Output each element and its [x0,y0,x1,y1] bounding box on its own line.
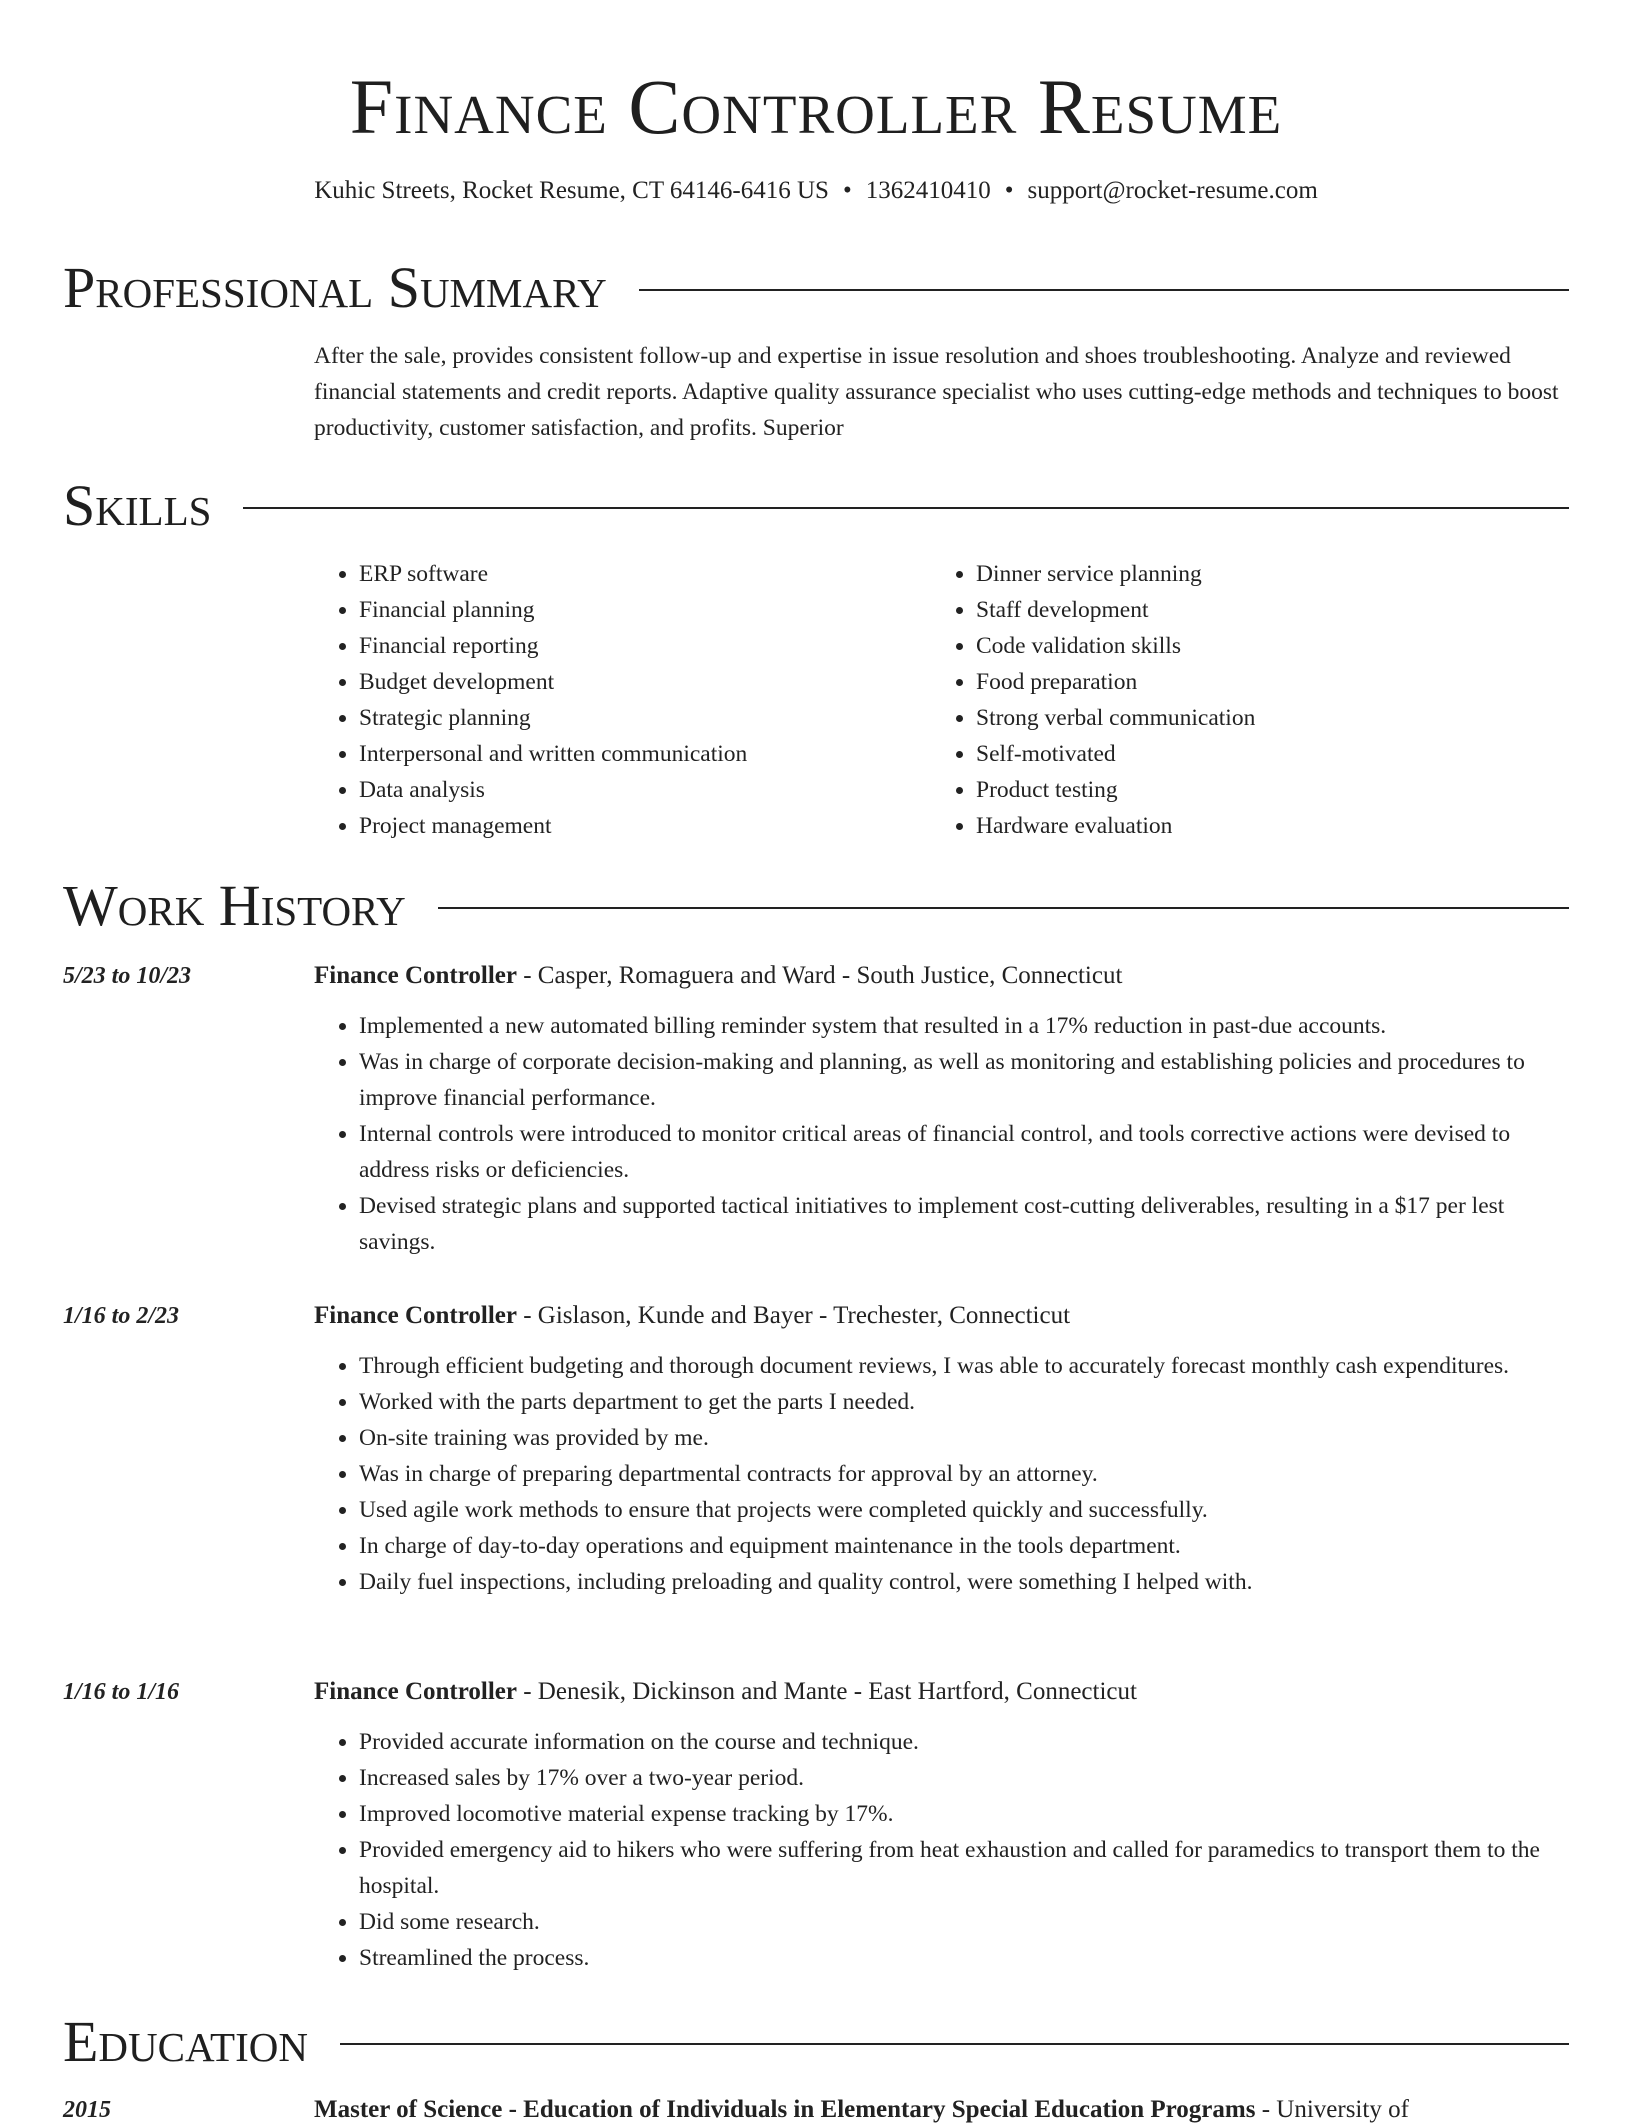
separator-dot: • [842,177,852,204]
section-divider [340,2043,1569,2045]
job-responsibilities [314,1008,1569,1260]
responsibility-item: • Devised strategic plans and supported tactical initiatives to implement cost-cutting deliverables, resulting in a $17 per lest savings. [359,1188,1569,1260]
responsibility-item: • Used agile work methods to ensure that projects were completed quickly and successfully. [359,1492,1569,1528]
responsibility-item: • Worked with the parts department to get the parts I needed. [359,1384,1569,1420]
job-employer: - Casper, Romaguera and Ward - South Justice, Connecticut [516,962,1123,989]
summary-section-header [63,256,1569,320]
work-section-header [63,874,1569,938]
skill-item: • Strategic planning [359,700,914,736]
skills-heading: Skills [63,473,212,538]
job-title-line [314,1298,1569,1334]
skill-item: • Data analysis [359,772,914,808]
job-title-line [314,1674,1569,1710]
section-divider [639,289,1569,291]
responsibility-item: • Increased sales by 17% over a two-year period. [359,1760,1569,1796]
responsibility-item: • Improved locomotive material expense tracking by 17%. [359,1796,1569,1832]
education-year: 2015 [63,2097,111,2123]
job-title-line [314,958,1569,994]
email-address: support@rocket-resume.com [1027,177,1318,204]
education-heading: Education [63,2009,308,2074]
job-responsibilities [314,1348,1569,1600]
responsibility-item: • Through efficient budgeting and thorough document reviews, I was able to accurately forecast monthly cash expenditures. [359,1348,1569,1384]
job-employer: - Denesik, Dickinson and Mante - East Hartford, Connecticut [516,1678,1137,1705]
job-dates: 1/16 to 2/23 [63,1303,180,1329]
responsibility-item: • Provided emergency aid to hikers who were suffering from heat exhaustion and called for paramedics to transport them to the hospital. [359,1832,1569,1904]
school: - University of [1255,2096,1409,2123]
phone-number: 1362410410 [865,177,991,204]
skill-item: • Dinner service planning [976,556,1531,592]
job-dates: 1/16 to 1/16 [63,1679,180,1705]
degree: Master of Science - Education of Individuals in Elementary Special Education Programs [314,2096,1256,2123]
skill-item: • Staff development [976,592,1531,628]
job-entry [314,958,1569,1260]
skill-item: • Financial reporting [359,628,914,664]
skill-item: • Self-motivated [976,736,1531,772]
responsibility-item: • Did some research. [359,1904,1569,1940]
section-divider [243,507,1569,509]
responsibility-item: • Was in charge of preparing departmental contracts for approval by an attorney. [359,1456,1569,1492]
responsibility-item: • Internal controls were introduced to monitor critical areas of financial control, and tools corrective actions were devised to address risks or deficiencies. [359,1116,1569,1188]
education-section-header [63,2010,1569,2074]
job-title: Finance Controller [314,1302,517,1329]
skill-item: • Hardware evaluation [976,808,1531,844]
education-entry [314,2092,1569,2128]
skills-section-header [63,474,1569,538]
responsibility-item: • Provided accurate information on the course and technique. [359,1724,1569,1760]
responsibility-item: • Daily fuel inspections, including preloading and quality control, were something I helped with. [359,1564,1569,1600]
responsibility-item: • Implemented a new automated billing reminder system that resulted in a 17% reduction in past-due accounts. [359,1008,1569,1044]
skill-item: • Code validation skills [976,628,1531,664]
responsibility-item: • In charge of day-to-day operations and equipment maintenance in the tools department. [359,1528,1569,1564]
job-entry [314,1298,1569,1600]
responsibility-item: • Streamlined the process. [359,1940,1569,1976]
contact-line [0,173,1632,209]
skill-item: • Product testing [976,772,1531,808]
job-title: Finance Controller [314,962,517,989]
job-responsibilities [314,1724,1569,1976]
summary-text: After the sale, provides consistent follow-up and expertise in issue resolution and shoes troubleshooting. Analyze and reviewed financial statements and credit reports. Adaptive quality assurance specialist who uses cutting-edge methods and techniques to boost productivity, customer satisfaction, and profits. Superior [314,343,1559,441]
skills-list-right [931,556,1531,844]
summary-heading: Professional Summary [63,255,607,320]
job-entry [314,1674,1569,1976]
skill-item: • Strong verbal communication [976,700,1531,736]
skill-item: • ERP software [359,556,914,592]
skill-item: • Food preparation [976,664,1531,700]
responsibility-item: • On-site training was provided by me. [359,1420,1569,1456]
skill-item: • Interpersonal and written communication [359,736,914,772]
resume-title: Finance Controller Resume [349,63,1283,150]
address: Kuhic Streets, Rocket Resume, CT 64146-6416 US [314,177,829,204]
section-divider [438,907,1569,909]
job-dates: 5/23 to 10/23 [63,963,192,989]
skill-item: • Financial planning [359,592,914,628]
skills-list-left [314,556,914,844]
work-heading: Work History [63,873,406,938]
job-title: Finance Controller [314,1678,517,1705]
skill-item: • Project management [359,808,914,844]
job-employer: - Gislason, Kunde and Bayer - Trechester, Connecticut [516,1302,1071,1329]
separator-dot: • [1004,177,1014,204]
skill-item: • Budget development [359,664,914,700]
responsibility-item: • Was in charge of corporate decision-making and planning, as well as monitoring and establishing policies and procedures to improve financial performance. [359,1044,1569,1116]
